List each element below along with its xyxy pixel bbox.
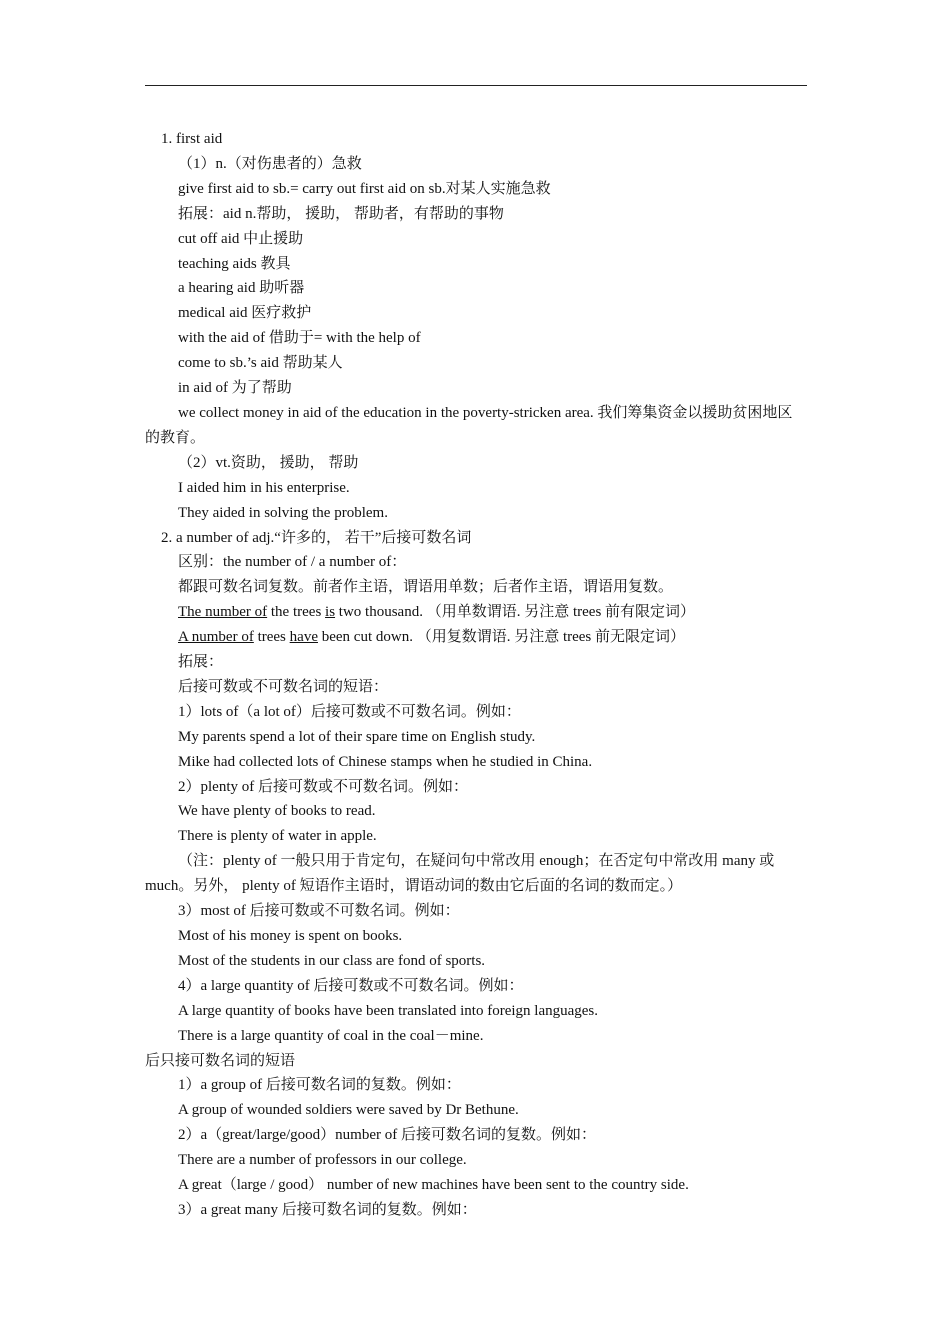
text-line: 拓展： [178,654,224,671]
example-a-number-of [145,625,807,650]
text-line: come to sb.’s aid 帮助某人 [178,355,343,372]
text-line: 3）a great many 后接可数名词的复数。例如： [178,1201,477,1218]
text-line: A large quantity of books have been translated into foreign languages. [178,1002,599,1019]
text-line: 1）a group of 后接可数名词的复数。例如： [178,1077,461,1094]
text-line: Most of his money is spent on books. [178,928,403,944]
underlined-verb: have [289,629,318,646]
example-text: been cut down. （用复数谓语. 另注意 trees 前无限定词） [317,629,686,646]
text-line: There is plenty of water in apple. [178,828,377,845]
text-line: Most of the students in our class are fond of sports. [178,952,486,969]
text-line: 2）plenty of 后接可数或不可数名词。例如： [178,778,468,795]
heading-a-number-of: 2. a number of adj.“许多的， 若干”后接可数名词 [161,529,472,546]
text-line: 都跟可数名词复数。前者作主语，谓语用单数；后者作主语，谓语用复数。 [178,579,674,596]
text-line: give first aid to sb.= carry out first aid on sb.对某人实施急救 [178,180,551,197]
text-line: Mike had collected lots of Chinese stamps when he studied in China. [178,753,593,770]
text-line: 拓展：aid n.帮助， 援助， 帮助者，有帮助的事物 [178,205,504,222]
text-line: 3）most of 后接可数或不可数名词。例如： [178,903,460,920]
text-line: 2）a（great/large/good）number of 后接可数名词的复数。例如： [178,1127,596,1144]
underlined-phrase: A number of [178,629,254,646]
text-line: There is a large quantity of coal in the coal－mine. [178,1027,484,1044]
text-line: 1）lots of（a lot of）后接可数或不可数名词。例如： [178,703,521,720]
text-line: with the aid of 借助于= with the help of [178,330,421,347]
text-line: There are a number of professors in our college. [178,1152,467,1169]
header-rule [145,85,807,86]
text-paragraph: （注：plenty of 一般只用于肯定句，在疑问句中常改用 enough；在否定句中常改用 many 或 much。另外， plenty of 短语作主语时，谓语动词的数由它后面的名词的数而定。） [145,853,775,895]
example-text: trees [253,629,290,646]
heading-first-aid: 1. first aid [161,131,223,147]
text-line: A group of wounded soldiers were saved by Dr Bethune. [178,1102,519,1119]
text-line: 后接可数或不可数名词的短语： [178,678,389,695]
example-the-number-of [145,600,807,625]
text-line: My parents spend a lot of their spare time on English study. [178,728,536,745]
section-heading: 后只接可数名词的短语 [145,1052,296,1069]
text-line: We have plenty of books to read. [178,803,376,820]
text-line: They aided in solving the problem. [178,504,388,521]
example-text: two thousand. （用单数谓语. 另注意 trees 前有限定词） [335,604,696,621]
text-line: teaching aids 教具 [178,255,291,272]
text-line: A great（large / good） number of new machines have been sent to the country side. [178,1177,689,1194]
text-line: a hearing aid 助听器 [178,280,305,297]
underlined-verb: is [325,604,336,621]
text-line: （2）vt.资助， 援助， 帮助 [178,454,359,471]
text-line: 区别：the number of / a number of： [178,554,407,571]
document-body [145,127,807,1223]
text-line: cut off aid 中止援助 [178,230,304,247]
text-line: I aided him in his enterprise. [178,479,350,496]
text-line: 4）a large quantity of 后接可数或不可数名词。例如： [178,977,524,994]
example-text: the trees [267,604,326,621]
underlined-phrase: The number of [178,604,268,621]
text-line: medical aid 医疗救护 [178,305,312,322]
text-line: in aid of 为了帮助 [178,380,292,397]
text-line: （1）n.（对伤患者的）急救 [178,155,362,172]
text-paragraph: we collect money in aid of the education in the poverty-stricken area. 我们筹集资金以援助贫困地区的教育。 [145,404,793,446]
